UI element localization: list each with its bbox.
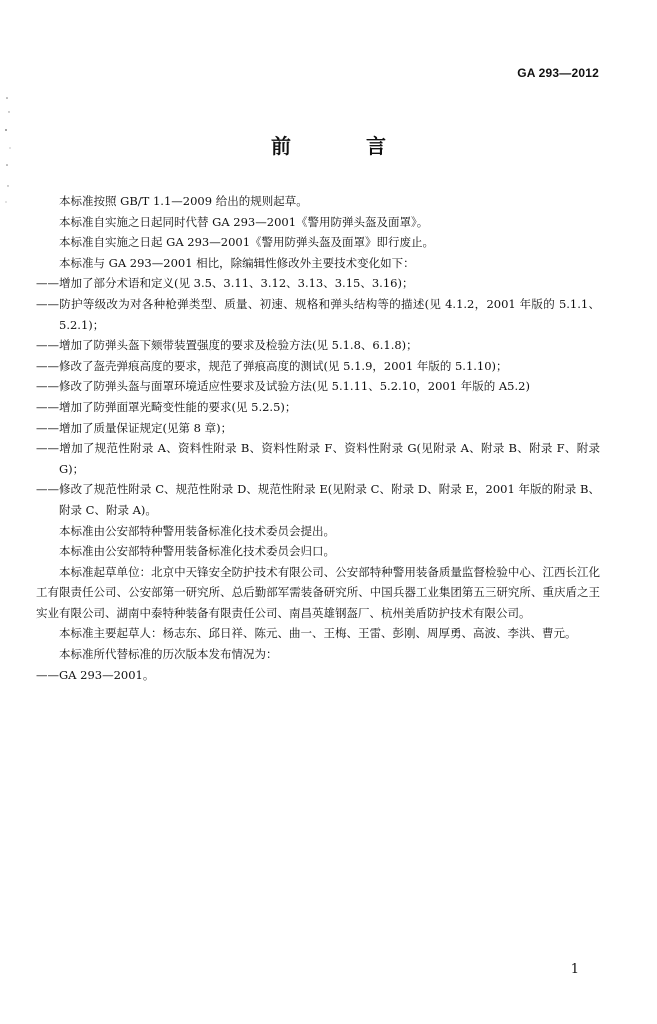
list-item: ——增加了质量保证规定(见第 8 章)； (36, 420, 233, 435)
list-item: ——修改了盔壳弹痕高度的要求，规范了弹痕高度的测试(见 5.1.9，2001 年版的 5.1.10)； (36, 358, 508, 373)
list-item: ——修改了规范性附录 C、规范性附录 D、规范性附录 E(见附录 C、附录 D、附录 E，2001 年版的附录 B、附录 C、附录 A)。 (36, 482, 600, 517)
paragraph: 本标准自实施之日起同时代替 GA 293—2001《警用防弹头盔及面罩》。 (59, 214, 429, 229)
page-number: 1 (570, 962, 579, 977)
paragraph: 本标准由公安部特种警用装备标准化技术委员会提出。 (59, 523, 335, 538)
foreword-body (36, 191, 600, 685)
list-item: ——增加了防弹面罩光畸变性能的要求(见 5.2.5)； (36, 399, 297, 414)
list-item: ——修改了防弹头盔与面罩环境适应性要求及试验方法(见 5.1.11、5.2.10，2001 年版的 A5.2) (36, 379, 530, 394)
paragraph: 本标准按照 GB/T 1.1—2009 给出的规则起草。 (59, 194, 308, 208)
page-title: 前 言 (271, 134, 420, 158)
paragraph: 本标准由公安部特种警用装备标准化技术委员会归口。 (59, 544, 335, 559)
paragraph: 本标准与 GA 293—2001 相比，除编辑性修改外主要技术变化如下： (59, 255, 415, 270)
paragraph: 本标准起草单位：北京中天锋安全防护技术有限公司、公安部特种警用装备质量监督检验中心、江西长江化工有限责任公司、公安部第一研究所、总后勤部军需装备研究所、中国兵器工业集团第五三研究所、重庆盾之王实业有限公司、湖南中泰特种装备有限责任公司、南昌英雄钢盔厂、杭州美盾防护技术有限公司。 (36, 564, 600, 620)
list-item: ——防护等级改为对各种枪弹类型、质量、初速、规格和弹头结构等的描述(见 4.1.2，2001 年版的 5.1.1、5.2.1)； (36, 296, 600, 332)
paragraph: 本标准所代替标准的历次版本发布情况为： (59, 647, 278, 662)
paragraph: 本标准主要起草人：杨志东、邱日祥、陈元、曲一、王梅、王雷、彭刚、周厚勇、高波、李洪、曹元。 (59, 626, 577, 641)
standard-code: GA 293—2012 (517, 66, 599, 80)
paragraph: 本标准自实施之日起 GA 293—2001《警用防弹头盔及面罩》即行废止。 (59, 235, 435, 250)
list-item: ——GA 293—2001。 (36, 667, 155, 682)
list-item: ——增加了防弹头盔下颏带装置强度的要求及检验方法(见 5.1.8、6.1.8)； (36, 338, 418, 353)
list-item: ——增加了规范性附录 A、资料性附录 B、资料性附录 F、资料性附录 G(见附录 A、附录 B、附录 F、附录 G)； (36, 441, 600, 476)
list-item: ——增加了部分术语和定义(见 3.5、3.11、3.12、3.13、3.15、3.16)； (36, 276, 414, 291)
